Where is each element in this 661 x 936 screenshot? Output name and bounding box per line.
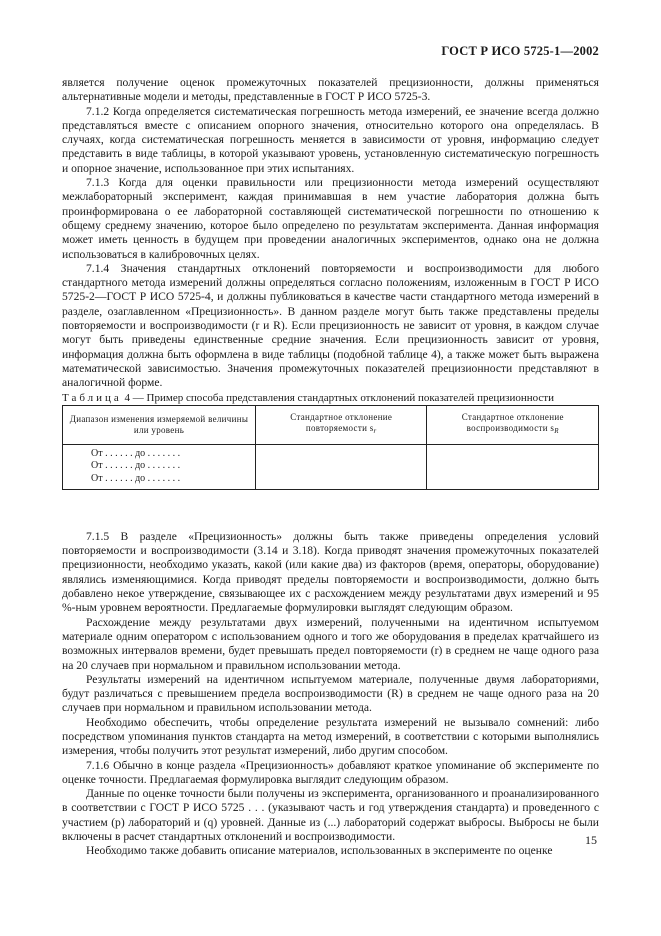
document-body [62, 76, 599, 859]
table-header-range: Диапазон изменения измеряемой величины или уровень [63, 405, 256, 444]
table-cell-ranges [63, 444, 256, 489]
paragraph: 7.1.4 Значения стандартных отклонений повторяемости и воспроизводимости для любого стандартного метода измерений должны определяться согласно положениям, изложенным в ГОСТ Р ИСО 5725-2—ГОСТ Р ИСО 5725-4, и должны публиковаться в качестве части стандартного метода измерений в разделе, озаглавленном «Прецизионность». В данном разделе могут быть также представлены пределы повторяемости и воспроизводимости (r и R). Если прецизионность не зависит от уровня, в каждом случае могут быть приведены единственные средние значения. Если прецизионность зависит от уровня, информация должна быть оформлена в виде таблицы (подобной таблице 4), а также может быть выражена математической зависимостью. Значения промежуточных показателей прецизионности представляют в аналогичной форме. [62, 261, 599, 390]
subscript-R: R [554, 427, 559, 436]
precision-table [62, 405, 599, 490]
table-cell-repeatability [255, 444, 427, 489]
range-row: От . . . . . . до . . . . . . . [91, 447, 181, 459]
paragraph: Расхождение между результатами двух измерений, полученными на идентичном испытуемом материале одним оператором с использованием одного и того же оборудования в пределах кратчайшего из возможных интервалов времени, будет превышать предел повторяемости (r) в среднем не чаще одного раза на 20 случаев при нормальном и правильном использовании метода. [62, 615, 599, 672]
page-number: 15 [585, 833, 597, 847]
paragraph: Данные по оценке точности были получены из эксперимента, организованного и проанализированного в соответствии с ГОСТ Р ИСО 5725 . . . (указывают часть и год утверждения стандарта) и проведенного с участием (p) лабораторий и (q) уровней. Данные из (...) лабораторий содержат выбросы. Выбросы не были включены в расчет стандартных отклонений и воспроизводимости. [62, 787, 599, 844]
subscript-r: r [373, 427, 377, 436]
range-row: От . . . . . . до . . . . . . . [91, 460, 181, 472]
paragraph: 7.1.3 Когда для оценки правильности или прецизионности метода измерений осуществляют межлабораторный эксперимент, каждая принимавшая в нем участие лаборатория должна быть проинформирована о ее лабораторной составляющей систематической погрешности по отношению к общему среднему значению, которое было определено по результатам эксперимента. Данная информация может иметь ценность в будущем при проведении аналогичных экспериментов, однако она не должна использоваться в калибровочных целях. [62, 176, 599, 261]
table-header-repeatability: Стандартное отклонение повторяемости $s_r$ [255, 405, 427, 444]
page-header: ГОСТ Р ИСО 5725-1—2002 [441, 44, 599, 58]
paragraph: Необходимо также добавить описание материалов, использованных в эксперименте по оценке [86, 844, 553, 858]
table-row [63, 444, 599, 489]
paragraph: 7.1.2 Когда определяется систематическая погрешность метода измерений, ее значение всегда должно представляться вместе с описанием опорного значения, относительно которого она определялась. В случаях, когда систематическая погрешность меняется в зависимости от уровня, информацию следует представить в виде таблицы, в которой указывают уровень, установленную систематическую погрешность и опорное значение, использованное при этих испытаниях. [62, 104, 599, 175]
table-caption [62, 391, 599, 405]
paragraph: является получение оценок промежуточных показателей прецизионности, должны применяться альтернативные модели и методы, представленные в ГОСТ Р ИСО 5725-3. [62, 76, 599, 104]
table-caption-label: Таблица [62, 391, 122, 404]
paragraph: 7.1.5 В разделе «Прецизионность» должны быть также приведены определения условий повторяемости и воспроизводимости (3.14 и 3.18). Когда приводят значения промежуточных показателей прецизионности, необходимо указать, какой (или какие два) из факторов (время, операторы, оборудование) являлись изменяющимися. Когда приводят пределы повторяемости и воспроизводимости, должно быть добавлено некое утверждение, связывающее их с расхождением между результатами двух измерений и 95 %-ным уровнем вероятности. Предлагаемые формулировки выглядят следующим образом. [62, 529, 599, 615]
paragraph: 7.1.6 Обычно в конце раздела «Прецизионность» добавляют краткое упоминание об эксперименте по оценке точности. Предлагаемая формулировка выглядит следующим образом. [62, 758, 599, 786]
range-row: От . . . . . . до . . . . . . . [91, 472, 181, 484]
table-header-row [63, 405, 599, 444]
table-caption-text: 4 — Пример способа представления стандартных отклонений показателей прецизионности [124, 391, 554, 404]
paragraph: Необходимо обеспечить, чтобы определение результата измерений не вызывало сомнений: либо посредством упоминания пунктов стандарта на метод измерений, в соответствии с которыми выполнялись измерения, чтобы получить этот результат измерений, либо другим способом. [62, 715, 599, 758]
paragraph: Результаты измерений на идентичном испытуемом материале, полученные двумя лабораториями, будут различаться с превышением предела воспроизводимости (R) в среднем не чаще одного раза на 20 случаев при нормальном и правильном использовании метода. [62, 672, 599, 715]
table-header-reproducibility: Стандартное отклонение воспроизводимости $s_R$ [427, 405, 599, 444]
table-cell-reproducibility [427, 444, 599, 489]
